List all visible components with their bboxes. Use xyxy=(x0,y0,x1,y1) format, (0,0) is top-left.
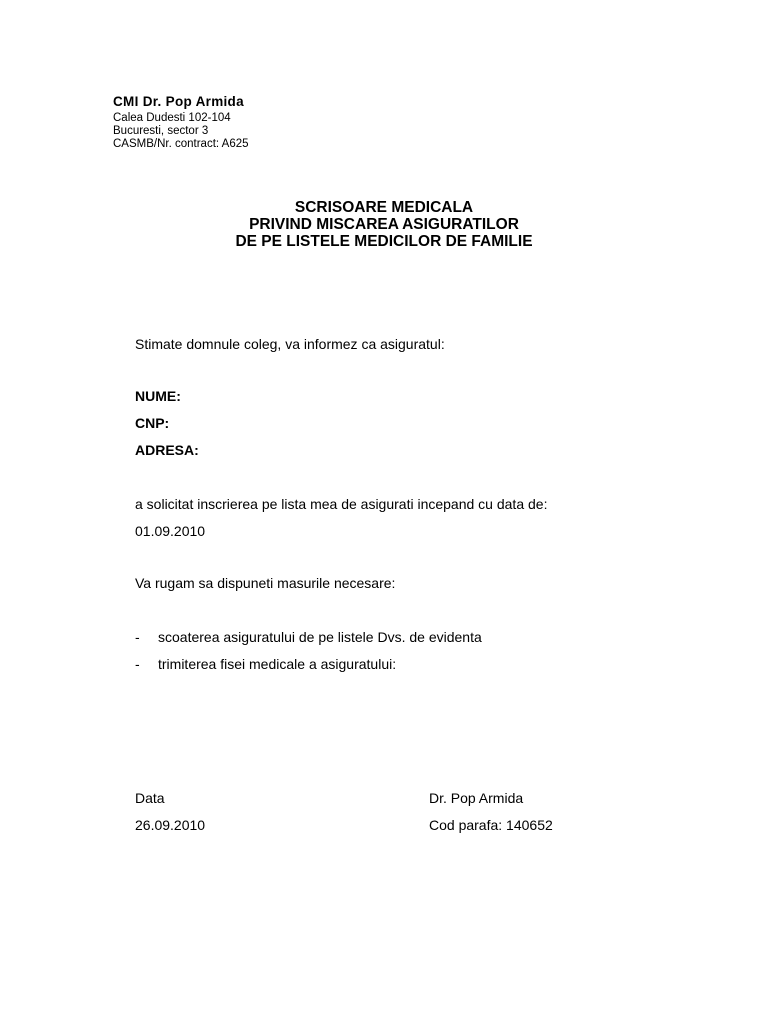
label-cnp: CNP: xyxy=(135,415,170,431)
label-nume: NUME: xyxy=(135,388,181,404)
clinic-address-street: Calea Dudesti 102-104 xyxy=(113,111,231,124)
clinic-contract: CASMB/Nr. contract: A625 xyxy=(113,137,249,150)
measure-1-dash: - xyxy=(135,629,140,645)
request-date: 01.09.2010 xyxy=(135,523,206,539)
clinic-name: CMI Dr. Pop Armida xyxy=(113,94,244,109)
request-text: a solicitat inscrierea pe lista mea de asigurati incepand cu data de: xyxy=(135,496,548,512)
greeting-text: Stimate domnule coleg, va informez ca asiguratul: xyxy=(135,336,445,352)
measure-2-dash: - xyxy=(135,656,140,672)
date-value: 26.09.2010 xyxy=(135,817,206,833)
measures-intro: Va rugam sa dispuneti masurile necesare: xyxy=(135,575,396,591)
label-adresa: ADRESA: xyxy=(135,442,199,458)
title-line-1: SCRISOARE MEDICALA xyxy=(294,199,474,216)
measure-1-text: scoaterea asiguratului de pe listele Dvs. de evidenta xyxy=(158,629,482,645)
title-line-2: PRIVIND MISCAREA ASIGURATILOR xyxy=(249,216,519,233)
date-label: Data xyxy=(135,790,165,806)
doctor-code: Cod parafa: 140652 xyxy=(429,817,553,833)
measure-2-text: trimiterea fisei medicale a asiguratului: xyxy=(158,656,397,672)
clinic-address-city: Bucuresti, sector 3 xyxy=(113,124,209,137)
clinic-header xyxy=(113,95,249,151)
document-title xyxy=(0,199,768,250)
title-line-3: DE PE LISTELE MEDICILOR DE FAMILIE xyxy=(235,233,533,250)
doctor-name: Dr. Pop Armida xyxy=(429,790,524,806)
